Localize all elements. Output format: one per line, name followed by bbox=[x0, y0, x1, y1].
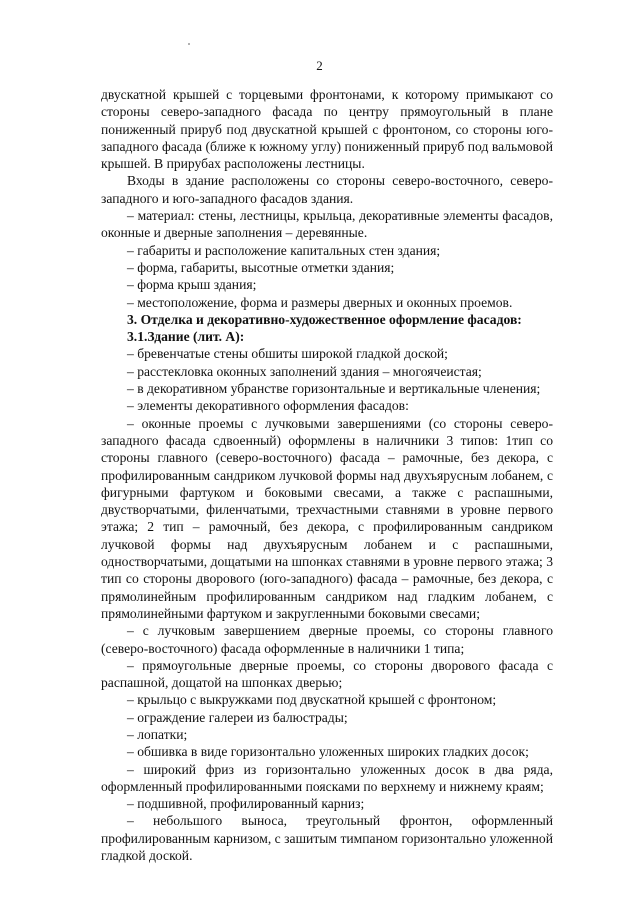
list-item-window-frames: – оконные проемы с лучковыми завершениями (со стороны северо-западного фасада сдвоенный) оформлены в наличники 3 типов: 1тип со стороны главного (северо-восточного) фасада – рамочные, без декора, с профилированным сандриком лучковой формы над двухъярусным лобанем, с фигурными фартуком и боковыми свесами, а также с распашными, двустворчатыми, филенчатыми, трехчастными ставнями в уровне первого этажа; 2 тип – рамочный, без декора, с профилированным сандриком лучковой формы над двухъярусным лобанем и с распашными, одностворчатыми, дощатыми на шпонках ставнями в уровне первого этажа; 3 тип со стороны дворового (юго-западного) фасада – рамочные, без декора, с прямолинейным профилированным сандриком над гладким лобанем, с прямолинейными фартуком и закругленными боковыми свесами; bbox=[101, 415, 553, 621]
list-item-divisions: – в декоративном убранстве горизонтальные и вертикальные членения; bbox=[127, 381, 541, 397]
paragraph-entrances: Входы в здание расположены со стороны северо-восточного, северо-западного и юго-западного фасадов здания. bbox=[101, 173, 553, 206]
section-heading-finishing: 3. Отделка и декоративно-художественное оформление фасадов: bbox=[127, 311, 522, 327]
list-item-material: – материал: стены, лестницы, крыльца, декоративные элементы фасадов, оконные и дверные заполнения – деревянные. bbox=[101, 208, 553, 241]
list-item-door-arched: – с лучковым завершением дверные проемы, со стороны главного (северо-восточного) фасада оформленные в наличники 1 типа; bbox=[101, 623, 553, 656]
list-item-log-walls: – бревенчатые стены обшиты широкой гладкой доской; bbox=[127, 346, 448, 362]
list-item-openings: – местоположение, форма и размеры дверных и оконных проемов. bbox=[127, 294, 513, 310]
list-item-frieze: – широкий фриз из горизонтально уложенных досок в два ряда, оформленный профилированными поясками по верхнему и нижнему краям; bbox=[101, 761, 553, 794]
list-item-porch: – крыльцо с выкружками под двускатной крышей с фронтоном; bbox=[127, 692, 497, 708]
list-item-walls: – габариты и расположение капитальных стен здания; bbox=[127, 242, 441, 258]
list-item-roof-form: – форма крыш здания; bbox=[127, 277, 257, 293]
list-item-glazing: – расстекловка оконных заполнений здания – многоячеистая; bbox=[127, 363, 482, 379]
list-item-decor-elements: – элементы декоративного оформления фасадов: bbox=[127, 398, 409, 414]
list-item-form-dimensions: – форма, габариты, высотные отметки здания; bbox=[127, 259, 395, 275]
paragraph-building-description: двускатной крышей с торцевыми фронтонами, к которому примыкают со стороны северо-западного фасада по центру прямоугольный в плане пониженный прируб под двускатной крышей с фронтоном, со стороны юго-западного фасада (ближе к южному углу) пониженный прируб под вальмовой крышей. В прирубах расположены лестницы. bbox=[101, 87, 553, 172]
scan-speck bbox=[188, 43, 190, 45]
document-body bbox=[101, 86, 553, 864]
list-item-cladding: – обшивка в виде горизонтально уложенных широких гладких досок; bbox=[127, 744, 529, 760]
list-item-pediment: – небольшого выноса, треугольный фронтон, оформленный профилированным карнизом, с зашитым тимпаном горизонтально уложенной гладкой доской. bbox=[101, 813, 553, 864]
subsection-heading-building: 3.1.Здание (лит. А): bbox=[127, 329, 245, 345]
list-item-door-rectangular: – прямоугольные дверные проемы, со стороны дворового фасада с распашной, дощатой на шпонках дверью; bbox=[101, 657, 553, 691]
list-item-cornice: – подшивной, профилированный карниз; bbox=[127, 796, 365, 812]
page-number: 2 bbox=[316, 58, 323, 73]
list-item-pilasters: – лопатки; bbox=[127, 726, 188, 742]
list-item-balustrade: – ограждение галереи из балюстрады; bbox=[127, 709, 348, 725]
